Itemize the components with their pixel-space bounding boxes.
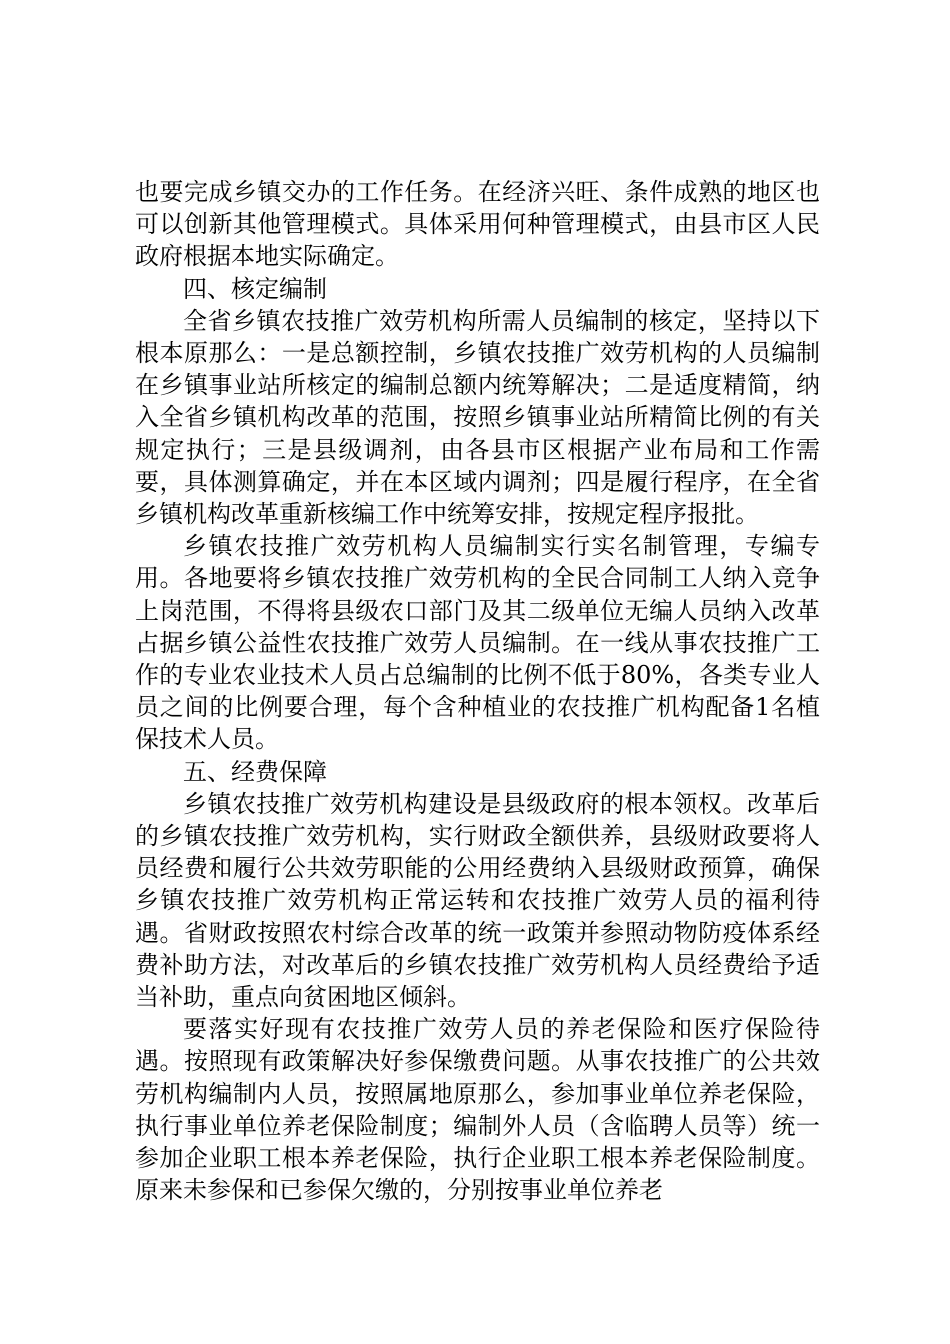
document-page: [135, 176, 820, 1207]
paragraph-staffing-principles: 全省乡镇农技推广效劳机构所需人员编制的核定，坚持以下根本原那么：一是总额控制，乡镇农技推广效劳机构的人员编制在乡镇事业站所核定的编制总额内统筹解决；二是适度精简，纳入全省乡镇机构改革的范围，按照乡镇事业站所精简比例的有关规定执行；三是县级调剂，由各县市区根据产业布局和工作需要，具体测算确定，并在本区域内调剂；四是履行程序，在全省乡镇机构改革重新核编工作中统筹安排，按规定程序报批。: [135, 306, 820, 529]
paragraph-staffing-management: 乡镇农技推广效劳机构人员编制实行实名制管理，专编专用。各地要将乡镇农技推广效劳机构的全民合同制工人纳入竞争上岗范围，不得将县级农口部门及其二级单位无编人员纳入改革占据乡镇公益性农技推广效劳人员编制。在一线从事农技推广工作的专业农业技术人员占总编制的比例不低于80%，各类专业人员之间的比例要合理，每个含种植业的农技推广机构配备1名植保技术人员。: [135, 532, 820, 754]
paragraph-insurance: 要落实好现有农技推广效劳人员的养老保险和医疗保险待遇。按照现有政策解决好参保缴费问题。从事农技推广的公共效劳机构编制内人员，按照属地原那么，参加事业单位养老保险，执行事业单位养老保险制度；编制外人员（含临聘人员等）统一参加企业职工根本养老保险，执行企业职工根本养老保险制度。原来未参保和已参保欠缴的，分别按事业单位养老: [135, 1015, 820, 1205]
paragraph-funding-guarantee: 乡镇农技推广效劳机构建设是县级政府的根本领权。改革后的乡镇农技推广效劳机构，实行财政全额供养，县级财政要将人员经费和履行公共效劳职能的公用经费纳入县级财政预算，确保乡镇农技推广效劳机构正常运转和农技推广效劳人员的福利待遇。省财政按照农村综合改革的统一政策并参照动物防疫体系经费补助方法，对改革后的乡镇农技推广效劳机构人员经费给予适当补助，重点向贫困地区倾斜。: [135, 789, 820, 1012]
section-heading-staffing: 四、核定编制: [183, 274, 327, 303]
paragraph-management-mode: 也要完成乡镇交办的工作任务。在经济兴旺、条件成熟的地区也可以创新其他管理模式。具体采用何种管理模式，由县市区人民政府根据本地实际确定。: [135, 178, 820, 271]
section-heading-funding: 五、经费保障: [183, 757, 327, 786]
